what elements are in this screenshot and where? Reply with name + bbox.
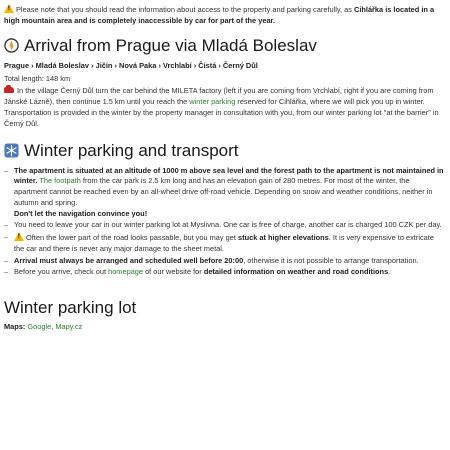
access-notice: !Please note that you should read the information about access to the property and parking carefully, as Cihlářka is located in a high mountain area and is completely inaccessible by car for part of the year. bbox=[4, 4, 444, 26]
mapy-cz-link[interactable]: Mapy.cz bbox=[55, 322, 83, 332]
list-item: – The apartment is situated at an altitude of 1000 m above sea level and the forest path to the apartment is not maintained in winter. The footpath from the car park is 2.5 km long and has an elevation gain of 280 metres. For most of the winter, the apartment cannot be reached even by an all-wheel drive off-road vehicle. Depending on snow and weather conditions, neither in autumn and spring. Don't let the navigation convince you! bbox=[4, 166, 444, 220]
list-item: – Arrival must always be arranged and scheduled well before 20:00, otherwise it is not possible to arrange transportation. bbox=[4, 256, 444, 267]
list-item: – Before you arrive, check out homepage of our website for detailed information on weather and road conditions. bbox=[4, 267, 444, 278]
car-icon bbox=[4, 87, 14, 93]
winter-heading: Winter parking and transport bbox=[4, 141, 444, 161]
list-item: – You need to leave your car in our winter parking lot at Myslivna. One car is free of charge, another car is charged 100 CZK per day. bbox=[4, 220, 444, 231]
parking-heading: Winter parking lot bbox=[4, 298, 137, 317]
snowflake-icon bbox=[4, 143, 19, 158]
list-item: !– Often the lower part of the road looks passable, but you may get stuck at higher elevations. It is very expensive to extricate the car and there is never any major damage to the sheet metal. bbox=[4, 232, 444, 254]
arrival-description: In the village Černý Důl turn the car behind the MILETA factory (left if you are coming from Vrchlabí, right if you are coming from Jánské Lázně), then continue 1.5 km until you reach the winter parking reserved for Cihlářka, where we will pick you up in winter. Transportation is provided in the winter by the property manager in consultation with you, from our winter parking lot "at the barrier" in Černý Důl. bbox=[4, 86, 439, 128]
winter-list bbox=[4, 166, 444, 278]
warning-icon bbox=[4, 4, 14, 13]
compass-icon bbox=[4, 38, 19, 53]
google-maps-link[interactable]: Google bbox=[27, 322, 52, 332]
notice-bold: Cihlářka is located in a high mountain area and is completely inaccessible by car for part of the year. bbox=[4, 5, 435, 25]
warning-icon bbox=[14, 232, 24, 241]
winter-parking-link[interactable]: winter parking bbox=[189, 97, 236, 107]
arrival-heading: Arrival from Prague via Mladá Boleslav bbox=[4, 36, 444, 56]
total-length: Total length: 148 km bbox=[4, 73, 71, 83]
homepage-link[interactable]: homepage bbox=[108, 267, 144, 277]
footpath-link[interactable]: The footpath bbox=[39, 176, 81, 186]
maps-links: Maps: Google, Mapy.cz bbox=[4, 322, 83, 332]
route: Prague › Mladá Boleslav › Jičín › Nová Paka › Vrchlabí › Čistá › Černý Důl bbox=[4, 60, 258, 70]
